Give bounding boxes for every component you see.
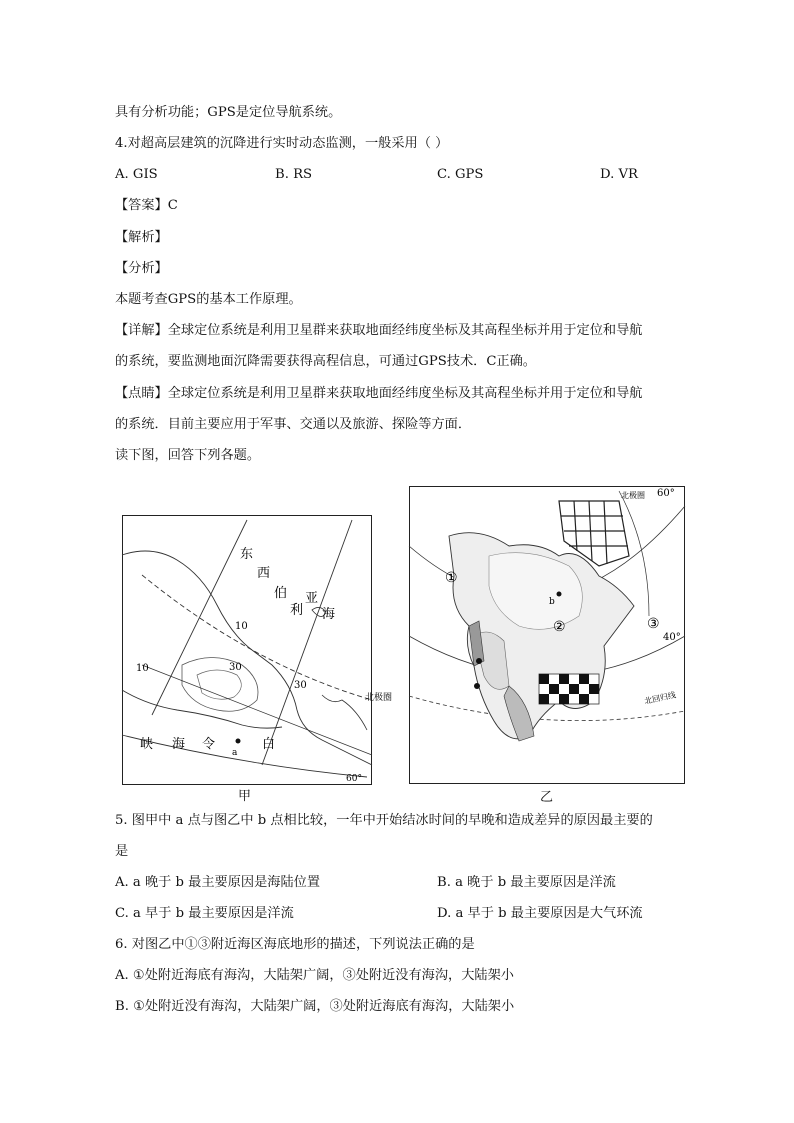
label-bo: 伯 — [274, 586, 288, 601]
iso-30-b: 30 — [294, 680, 307, 691]
q4-option-c: C. GPS — [437, 167, 484, 182]
label-hai: 海 — [322, 607, 336, 622]
map-jia — [122, 515, 393, 785]
q4-option-a: A. GIS — [115, 167, 158, 182]
map-jia-caption: 甲 — [238, 789, 252, 804]
lat-40-label: 40° — [663, 632, 681, 643]
q4-option-b: B. RS — [275, 167, 313, 182]
q5-option-b: B. a 晚于 b 最主要原因是洋流 — [437, 875, 616, 890]
marker-1: ① — [445, 570, 458, 586]
tropic-label: 北回归线 — [643, 690, 677, 706]
detail-line-1: 【详解】全球定位系统是利用卫星群来获取地面经纬度坐标及其高程坐标并用于定位和导航 — [115, 323, 643, 338]
arctic-label: 北极圈 — [621, 491, 645, 500]
arctic-label: 北极圈 — [365, 693, 393, 703]
label-ya: 亚 — [305, 591, 319, 606]
q5-option-d: D. a 早于 b 最主要原因是大气环流 — [437, 906, 643, 921]
map-yi-caption: 乙 — [540, 790, 554, 805]
point-a — [236, 739, 241, 744]
label-bai: 白 — [262, 737, 276, 752]
marker-3: ③ — [647, 616, 660, 632]
line-1: 具有分析功能；GPS是定位导航系统。 — [115, 105, 342, 120]
question-5-line-1: 5. 图甲中 a 点与图乙中 b 点相比较，一年中开始结冰时间的早晚和造成差异的原因最主要的 — [115, 813, 653, 828]
point-b — [557, 592, 562, 597]
marker-2: ② — [553, 619, 566, 635]
q5-option-a: A. a 晚于 b 最主要原因是海陆位置 — [115, 875, 321, 890]
tip-line-1: 【点睛】全球定位系统是利用卫星群来获取地面经纬度坐标及其高程坐标并用于定位和导航 — [115, 386, 643, 401]
label-li: 利 — [290, 603, 304, 618]
label-dong: 东 — [240, 547, 254, 562]
answer: 【答案】C — [115, 198, 178, 213]
checker-region — [539, 674, 599, 704]
label-ling: 令 — [202, 737, 216, 752]
point-b-label: b — [549, 597, 555, 607]
tip-line-2: 的系统．目前主要应用于军事、交通以及旅游、探险等方面． — [115, 417, 472, 432]
iso-10-a: 10 — [235, 621, 248, 632]
point-a-label: a — [232, 748, 238, 758]
fenxi-heading: 【分析】 — [115, 261, 168, 276]
q6-option-b: B. ①处附近没有海沟，大陆架广阔，③处附近海底有海沟，大陆架小 — [115, 999, 515, 1014]
iso-10-b: 10 — [136, 663, 149, 674]
detail-line-2: 的系统，要监测地面沉降需要获得高程信息，可通过GPS技术．C正确。 — [115, 354, 536, 369]
question-6: 6. 对图乙中①③附近海区海底地形的描述，下列说法正确的是 — [115, 937, 475, 952]
lat-60-label: 60° — [346, 774, 362, 784]
read-instruction: 读下图，回答下列各题。 — [115, 448, 261, 463]
q5-option-c: C. a 早于 b 最主要原因是洋流 — [115, 906, 294, 921]
map-yi — [409, 486, 685, 784]
question-5-line-2: 是 — [115, 844, 129, 859]
q6-option-a: A. ①处附近海底有海沟，大陆架广阔，③处附近没有海沟，大陆架小 — [115, 968, 514, 983]
label-xia: 峡 — [140, 737, 154, 752]
label-hai2: 海 — [172, 737, 186, 752]
kaocha-line: 本题考查GPS的基本工作原理。 — [115, 292, 302, 307]
lat-60-label: 60° — [657, 488, 675, 499]
q4-option-d: D. VR — [600, 167, 638, 182]
analysis-heading: 【解析】 — [115, 230, 168, 245]
label-xi: 西 — [257, 566, 271, 581]
iso-30-a: 30 — [229, 662, 242, 673]
question-4: 4.对超高层建筑的沉降进行实时动态监测，一般采用（ ） — [115, 136, 449, 151]
